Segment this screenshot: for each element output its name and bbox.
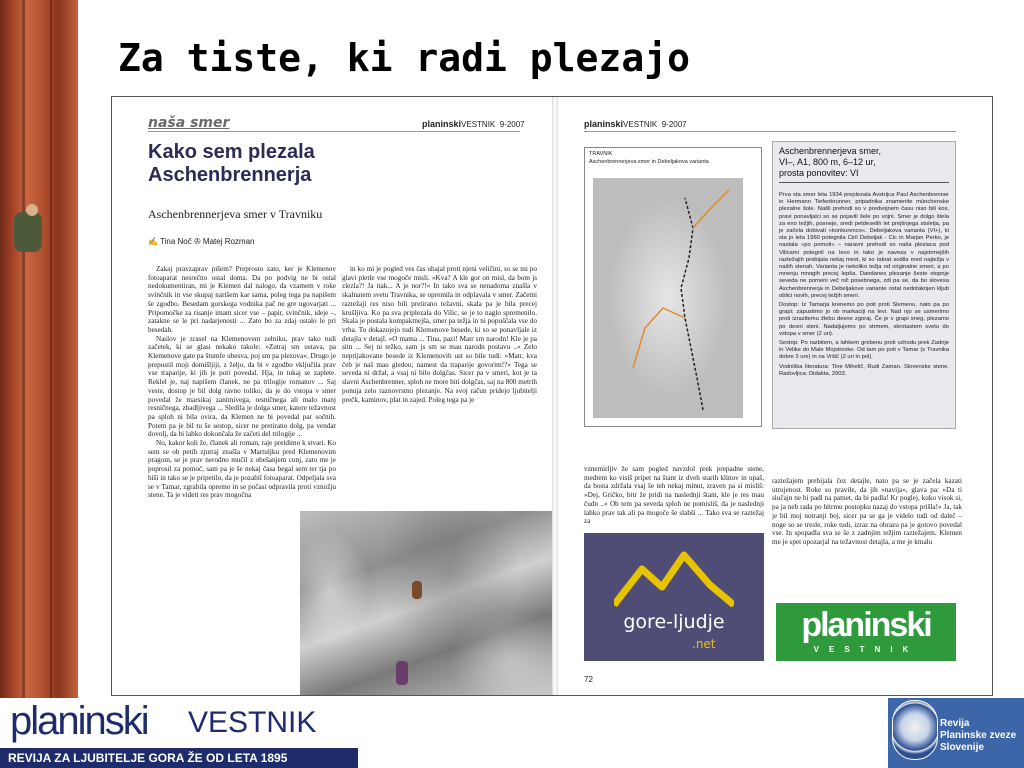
pzs-badge-line: Slovenije <box>940 742 984 753</box>
route-info-heading-line: Aschenbrennerjeva smer, <box>779 146 882 156</box>
info-paragraph: Prva sta smer leta 1934 preplezala Avstrijca Paul Aschenbrenner in Hermann Tiefenbrunner, pripadnika znamenite münchenske plezalne šole. Našli prehodi so v predvojnem času niso bili kos, pravi ponavljalci so se pojavili šele po vojni. Smer je dolgo štela za eno težjih, posneje, sredi petdesetih let prejšnjega stoletja, pa je začela dobivati »konkurenco«. Debeljakova varianta (VI+), ki sta jo leta 1960 potegnila Ciril Debeljak - Cic in Marjan Perko, je nastala »po pomoti« – naravni prehodi so naša pleziaca pod Vilicami potegnil na levo in tako je naveza v najstrmejših raztežajih prebijala nekaj mest, ki so takrat sodila med najtežja v naših stenah. Varianta je nekoliko težja od originalne smeri, a po mnenju mnogih precej lepša. Dandanes plezanje šeste stopnje seveda ne pomeni več nič posebnega, zdi pa se, da bo slovesa Aschenbrennerja in Debeljakove variante ostal nedotaknjen kljub oblici novih, precej težjih smeri. <box>779 192 949 299</box>
route-line-icon <box>593 178 743 418</box>
pzs-seal-icon <box>892 700 938 760</box>
brand-name: planinski <box>584 119 624 129</box>
article-column-4: raztežajem prebijala čez detajle, nato pa se je začela kazati utrujenost. Roke so pravile, da jih »navija«, glava pa: »Da ti slučajn ne bi padl na pamet, da bi padla! Kr poglej, kuko visok si, pa ja neb rada po hitrmu postopku nazaj do vstopa prišla!« Ja, tak je bil moj notranji boj, sicer pa se ga je videlo tudi od daleč – noge so se tresle, roke tudi, izraz na obrazu pa je gotovo povedal vse. In spopadla sva se še z zadnjim težjim raztežajem. Klemen me je spet opozarjal na težavnost detajla, a me je kmalu <box>772 477 962 546</box>
mountain-logo-icon <box>614 547 734 607</box>
climber-figure <box>14 212 42 252</box>
brand-suffix: VESTNIK <box>623 120 658 129</box>
gore-ljudje-ad <box>584 533 764 661</box>
gore-ljudje-domain: .net <box>692 637 716 651</box>
climber-head <box>26 204 38 216</box>
rock-crack <box>22 0 25 698</box>
route-info-heading-line: prosta ponovitev: VI <box>779 168 859 178</box>
issue-number: 9-2007 <box>661 120 687 129</box>
brand-name: planinski <box>422 119 462 129</box>
running-header-brand <box>422 119 525 129</box>
climber-in-photo <box>412 581 422 599</box>
route-map <box>584 147 762 427</box>
planinski-vestnik-ad <box>776 603 956 661</box>
route-info-body <box>779 192 949 424</box>
info-paragraph: Sestop: Po razbitem, a lahkem grebenu proti vzhodu prek Zadnje in Velike do Male Mojstrovke. Od tam po poti v Tamar (s Travnika dobre 3 ure) in na Vršič (2 uri in pol). <box>779 340 949 361</box>
route-info-box <box>772 141 956 429</box>
header-rule <box>148 131 520 132</box>
info-paragraph: Dostop: Iz Tamarja krenemo po poti proti Slemenu, nato pa po grapi; zapustimo jo ob markaciji na levi. Nad njo se usmerimo proti izrazitemu žlebu desno zgoraj. Če je v grapi sneg, plezamo po desni steni. Nadaljujemo po strmem, skrotastem svetu do vstopa v smer (2 uri). <box>779 302 949 337</box>
tagline-bar <box>0 748 358 768</box>
issue-number: 9-2007 <box>499 120 525 129</box>
article-column-3: vznemirljiv že sam pogled navzdol prek prepadne stene, medtem ko visiš pripet na štant iz dveh starih klinov in upaš, da bosta zdržala vsaj še teh nekaj minut, zraven pa si misliš: »Dej, Gričko, bitr že pridi na naslednji štant, kle je res mau čudn ..« Ob tem pa seveda sploh ne pomisliš, da je naslednji lahko prav tak ali pa mogoče še slabši ... Tako sva se raztežaj za <box>584 465 764 526</box>
gore-ljudje-wordmark: gore-ljudje <box>623 611 725 633</box>
paragraph: No, kakor koli že, članek ali roman, raje preidimo k stvari. Ko sem se ob petih zjutraj znašla v Martuljku pred Klemenovim pragom, se je prav nerodno mučil z obešanjem cunj, zato me je poprosil za pomoč, sam pa je še nekaj časa begal sem ter tja po hiši in tako se je pripetilo, da je pozabil fotoaparat. Odpeljala sva se v Tamar, zgrabila opremo in se počasi odpravila proti vznožju stene. Ta je videti res prav mogočna <box>148 439 336 500</box>
tagline: REVIJA ZA LJUBITELJE GORA ŽE OD LETA 1895 <box>8 751 288 765</box>
magazine-page-right <box>558 97 992 695</box>
map-title: TRAVNIK <box>589 151 613 157</box>
rock-crack <box>50 0 52 698</box>
article-subtitle: Aschenbrennerjeva smer v Travniku <box>148 207 323 221</box>
info-paragraph: Vodniška literatura: Tine Mihelič, Rudi Zaman. Slovenske stene. Radovljica: Didakta, 2003. <box>779 363 949 377</box>
climber-in-photo <box>396 661 408 685</box>
article-title-line: Kako sem plezala <box>148 141 315 163</box>
article-column-2 <box>342 265 537 503</box>
route-info-heading-line: VI–, A1, 800 m, 6–12 ur, <box>779 157 876 167</box>
logo-vestnik: VESTNIK <box>188 706 317 739</box>
article-title <box>148 141 468 187</box>
pzs-badge-text <box>940 718 1016 754</box>
magazine-spread <box>111 96 993 696</box>
slide-title: Za tiste, ki radi plezajo <box>118 36 690 80</box>
pzs-badge <box>888 698 1024 768</box>
vestnik-wordmark: VESTNIK <box>813 645 919 654</box>
planinski-wordmark: planinski <box>801 606 931 644</box>
climbing-photo <box>300 511 552 695</box>
route-map-drawing <box>593 178 743 418</box>
header-rule <box>584 131 956 132</box>
article-title-line: Aschenbrennerja <box>148 164 312 186</box>
logo-planinski: planinski <box>10 699 148 743</box>
page-number: 72 <box>584 675 593 684</box>
brand-suffix: VESTNIK <box>461 120 496 129</box>
paragraph: in ko mi je pogled ves čas uhajal proti njeni veličini, so se mi po glavi pletle vse mogoče misli. »Kva? A kle gor on misl, da bom js zlezla?! Ja itak... A je nor?!« In tako sva se nenadoma znašla v skalnatem svetu Travnika, se opremila in odplavala v smer. Začetni raztežaji res niso bili pretirano težavni, skala pa je bila precej krušljiva. Ko pa sva priplezala do Vilic, se je to naglo spremenilo. Skala je postala kompaktnejša, smer pa težja in ni popuščala vse do vrha. To dokazujejo tudi Klemenove besede, ki so se ponavljale iz detajla v detajl. »O mama ... Tina, pazi! Matr sm narodn! Kle je pa sitn ... Sej ni težko, sam js sm se mau narodn postavu ..« Zelo neprijakovane besede iz Klemenovih ust so bile tudi: »Matr, kva čeb je naš mau gledou; namest da traparije govorim!?« Tega se seveda ni držal, a vsaj ni bilo dolgčas. Sicer pa v smeri, kot je ta slavni Aschenbrenner, sploh ne more biti dolgčas, saj na 800 metrih ponuja zelo raznovrstno plezanje. Na svoj račun pridejo ljubitelji prečk, kaminov, plat in zajed. Poleg tega pa je <box>342 265 537 404</box>
route-info-heading <box>779 146 949 183</box>
map-caption: Aschenbrennerjeva smer in Debeljakova varianta <box>589 159 709 165</box>
pzs-badge-line: Revija <box>940 718 970 729</box>
paragraph: Zakaj pravzaprav pišem? Preprosto zato, ker je Klemenov fotoaparat nesrečno ostal doma. Da po podvig ne bi ostal nedokumentiran, mi je Klemen dal nalogo, da vzamem v roke svinčnik in vse skupaj narišem kar sama, poleg tega pa napišem še zgodbo. Besedam gorskega vodnika pač ne gre ugovarjati ... Pripomočke za risanje imam sicer vse – papir, svinčnik, ideje –, zatakne se le pri nadarjenosti ... Zato bo za zdaj ostalo le pri besedah. <box>148 265 336 334</box>
rock-climbing-photo-strip <box>0 0 78 698</box>
magazine-page-left <box>112 97 552 695</box>
running-header-brand <box>584 119 687 129</box>
paragraph: Naslov je zrasel na Klemenovem zelniku, prav tako tudi začetek, ki se glasi nekako takole: »Zutraj sm ustava, pa Klemenove gate pa štumfe ubesva, poj sm pa plezova«. Drugo je prepustil moji domišljiji, z željo, da bi v zgodbo vključila prav vse traparije, ki jih je poti povedal. Hja, in tukaj se zaplete. Reklel je, naj napišem članek, ne pa trilogije romanov ... Saj veste, dostop je bil dolg ravno toliko, da je do vstopa v smer povedal že marsikaj zanimivega, resničnega ali malo manj resničnega, zbadljivega ... Sledila je dolga smer, katere težavnost pa sploh ni bila ovira, da Klemen ne bi povedal par sočnih. Potem pa je bil tu še sestop, sicer ne pretirano dolg, pa vendar dovolj, da bi lahko dokončala že začeti del trilogije ... <box>148 334 336 439</box>
article-authors: ✍ Tina Noč ✇ Matej Rozman <box>148 237 255 246</box>
pzs-badge-line: Planinske zveze <box>940 730 1017 741</box>
section-header: naša smer <box>148 115 230 131</box>
